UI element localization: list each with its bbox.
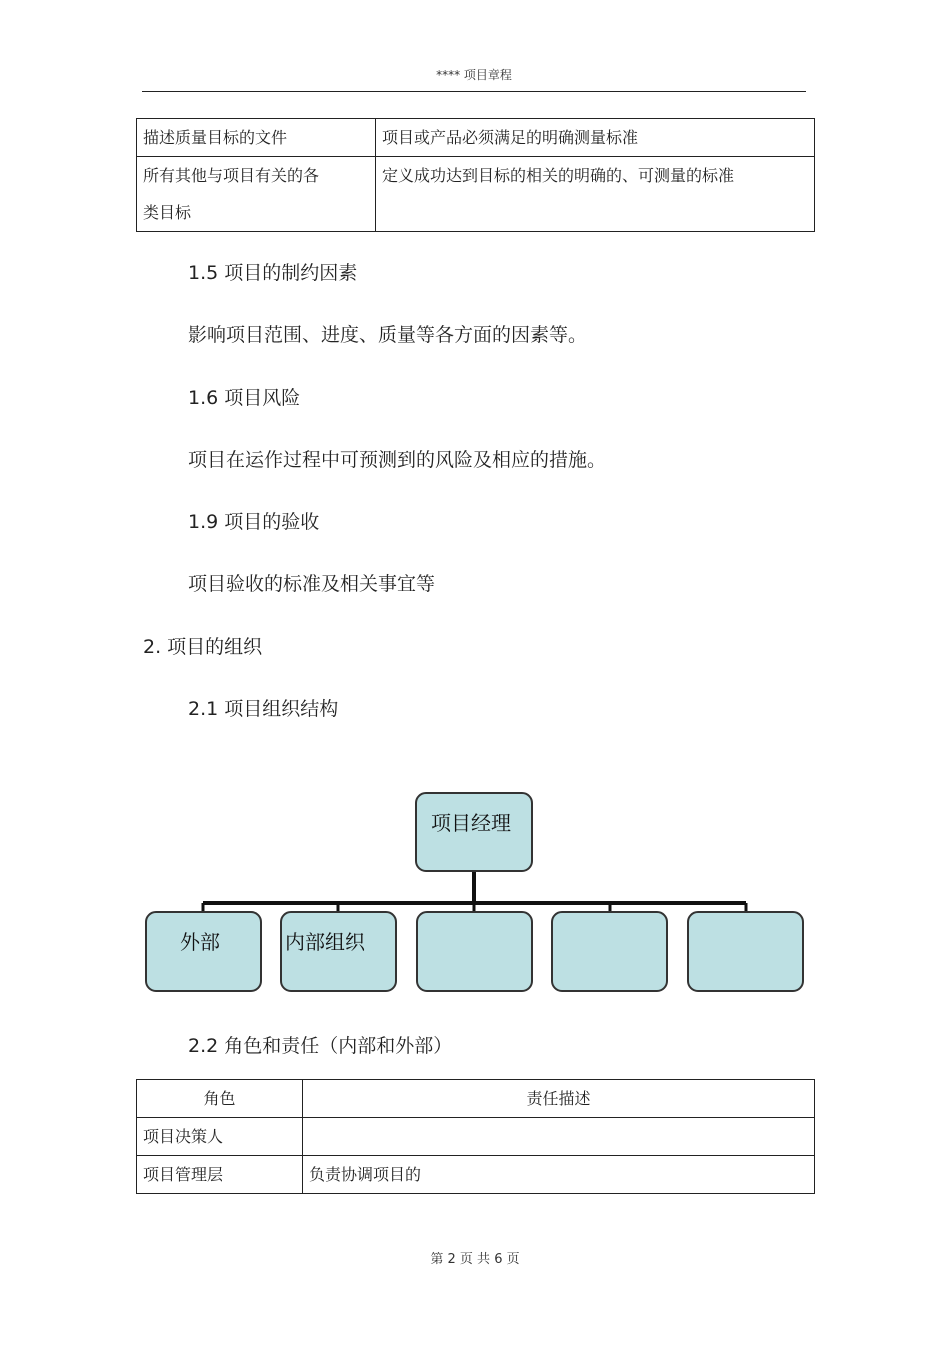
table-cell: 项目管理层 xyxy=(137,1156,303,1194)
table-row xyxy=(137,1118,815,1156)
section-1-6-title: 1.6 项目风险 xyxy=(188,387,301,409)
org-child-label: 外部 xyxy=(180,930,220,954)
table-header-cell: 责任描述 xyxy=(303,1080,815,1118)
section-2-title: 2. 项目的组织 xyxy=(143,636,263,658)
section-1-5-title: 1.5 项目的制约因素 xyxy=(188,262,358,284)
section-1-5-body: 影响项目范围、进度、质量等各方面的因素等。 xyxy=(188,324,588,346)
table-header-row xyxy=(137,1080,815,1118)
org-child-box xyxy=(688,912,803,991)
org-root-label: 项目经理 xyxy=(431,811,511,835)
table-cell: 描述质量目标的文件 xyxy=(137,119,376,157)
org-child-label: 内部组织 xyxy=(285,930,365,954)
table-cell: 定义成功达到目标的相关的明确的、可测量的标准 xyxy=(376,157,815,232)
table-cell: 负责协调项目的 xyxy=(303,1156,815,1194)
section-1-6-body: 项目在运作过程中可预测到的风险及相应的措施。 xyxy=(188,449,607,471)
section-1-9-title: 1.9 项目的验收 xyxy=(188,511,320,533)
org-child-box xyxy=(552,912,667,991)
table-header-cell: 角色 xyxy=(137,1080,303,1118)
cell-line: 所有其他与项目有关的各 xyxy=(143,166,320,185)
page-header: **** 项目章程 xyxy=(436,68,512,82)
page-footer: 第 2 页 共 6 页 xyxy=(430,1252,520,1267)
cell-line: 类目标 xyxy=(143,203,192,222)
table-cell: 项目决策人 xyxy=(137,1118,303,1156)
roles-table xyxy=(136,1079,815,1194)
section-2-1-title: 2.1 项目组织结构 xyxy=(188,698,339,720)
table-row xyxy=(137,1156,815,1194)
table-cell: 项目或产品必须满足的明确测量标准 xyxy=(376,119,815,157)
org-child-box xyxy=(417,912,532,991)
table-cell xyxy=(303,1118,815,1156)
section-1-9-body: 项目验收的标准及相关事宜等 xyxy=(188,573,436,595)
section-2-2-title: 2.2 角色和责任（内部和外部） xyxy=(188,1035,453,1057)
